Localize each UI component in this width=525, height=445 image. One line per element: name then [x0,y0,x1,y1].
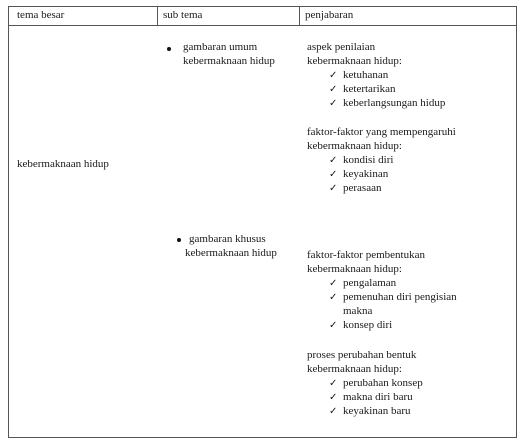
list-item: ✓ kondisi diri [329,154,394,166]
list-item: ✓ keberlangsungan hidup [329,97,446,109]
sub-theme-1-line1: gambaran umum [183,41,258,53]
check-icon: ✓ [329,84,338,95]
header-tema-besar: tema besar [17,9,65,21]
list-item: ✓ perubahan konsep [329,377,423,389]
sub-theme-2-line1: gambaran khusus [189,233,266,245]
list-item: ✓ perasaan [329,182,382,194]
sub-theme-1-line2: kebermaknaan hidup [183,55,275,67]
list-item: ✓ ketuhanan [329,69,389,81]
header-divider [299,7,300,25]
check-icon: ✓ [329,155,338,166]
section-4-line2: kebermaknaan hidup: [307,363,402,375]
list-item: ✓ keyakinan baru [329,405,411,417]
header-penjabaran: penjabaran [305,9,354,21]
list-item: ✓ pemenuhan diri pengisian [329,291,457,303]
sub-theme-2-line2: kebermaknaan hidup [185,247,277,259]
header-sub-tema: sub tema [163,9,203,21]
check-icon: ✓ [329,70,338,81]
section-1-line2: kebermaknaan hidup: [307,55,402,67]
section-1-line1: aspek penilaian [307,41,376,53]
list-item: ✓ ketertarikan [329,83,396,95]
section-3-line2: kebermaknaan hidup: [307,263,402,275]
check-icon: ✓ [329,378,338,389]
section-4-line1: proses perubahan bentuk [307,349,417,361]
check-icon: ✓ [329,169,338,180]
list-item: ✓ pengalaman [329,277,397,289]
check-icon: ✓ [329,98,338,109]
bullet-icon [167,47,171,51]
main-theme-cell: kebermaknaan hidup [17,158,109,170]
theme-table [8,6,517,438]
table-header-row [9,7,516,26]
list-item: ✓ keyakinan [329,168,389,180]
bullet-icon [177,238,181,242]
check-icon: ✓ [329,183,338,194]
section-2-line1: faktor-faktor yang mempengaruhi [307,126,456,138]
check-icon: ✓ [329,278,338,289]
section-3-line1: faktor-faktor pembentukan [307,249,425,261]
list-item: ✓ makna diri baru [329,391,413,403]
check-icon: ✓ [329,392,338,403]
check-icon: ✓ [329,320,338,331]
header-divider [157,7,158,25]
list-item-continuation: makna [343,305,373,317]
list-item: ✓ konsep diri [329,319,393,331]
section-2-line2: kebermaknaan hidup: [307,140,402,152]
check-icon: ✓ [329,406,338,417]
check-icon: ✓ [329,292,338,303]
